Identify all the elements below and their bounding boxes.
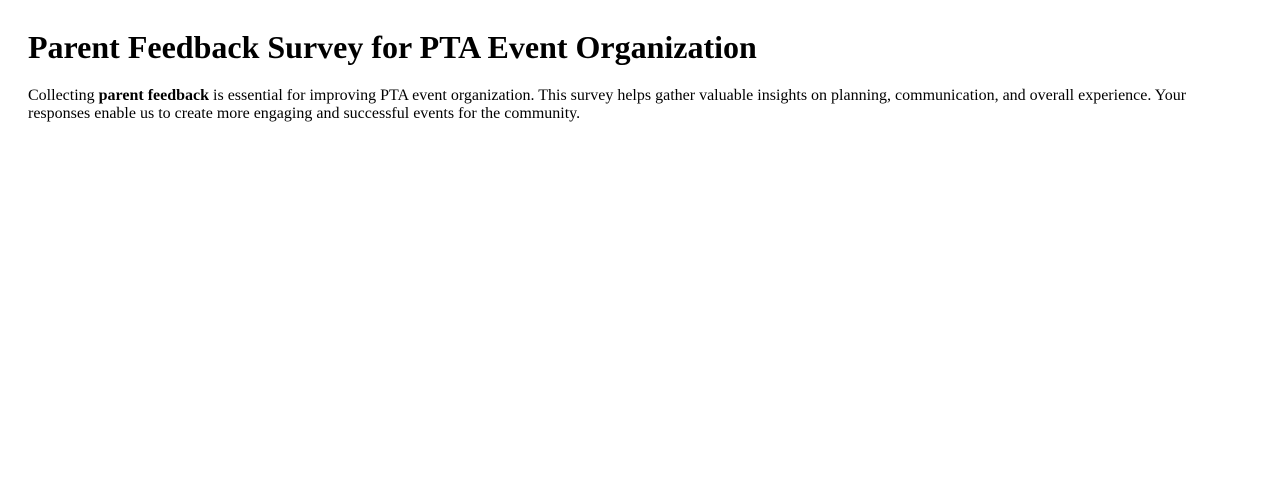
intro-text-start: Collecting (28, 87, 99, 104)
intro-emphasis: parent feedback (98, 87, 210, 104)
intro-text-end: is essential for improving PTA event organization. This survey helps gather valuable insights on planning, communication, and overall experience. Your responses enable us to create more engaging and successful events for the community. (28, 87, 1187, 122)
page-title: Parent Feedback Survey for PTA Event Organization (28, 29, 757, 65)
intro-paragraph (28, 87, 1208, 123)
